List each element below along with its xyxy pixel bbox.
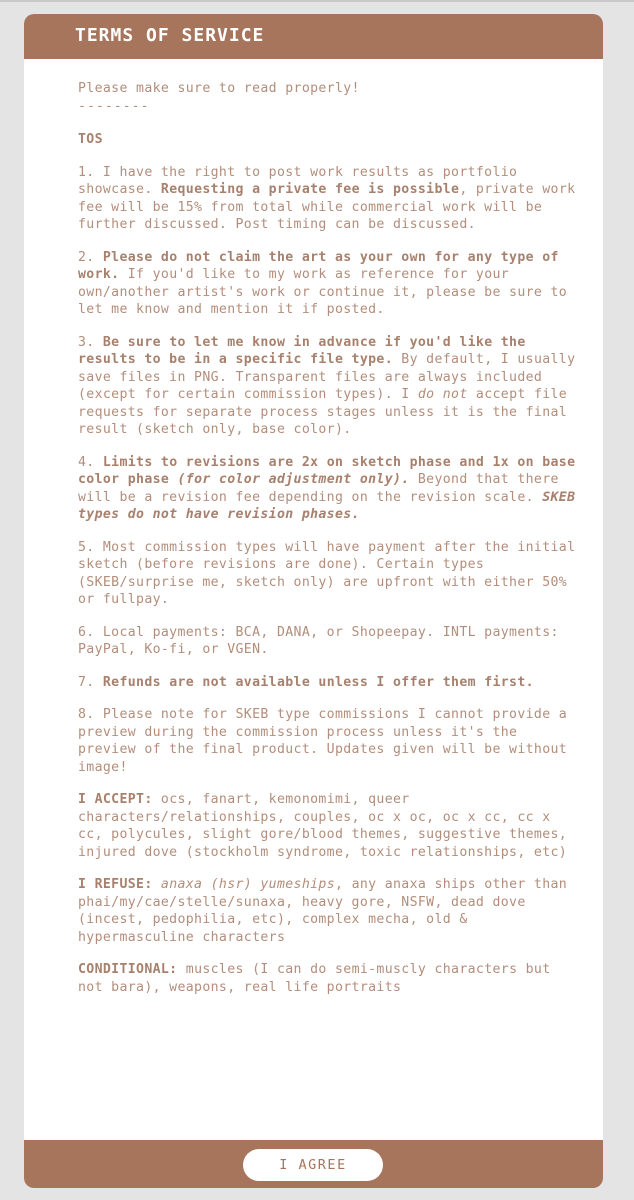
tos-item-3: 3. Be sure to let me know in advance if you'd like the results to be in a specific file type. By default, I usually save files in PNG. Transparent files are always included (except for certain commission types). I do not accept file requests for separate process stages unless it is the final result (sketch only, base color). [78, 334, 576, 437]
divider-text: -------- [78, 98, 150, 114]
tos-content [78, 80, 583, 1011]
conditional-list: CONDITIONAL: muscles (I can do semi-muscly characters but not bara), weapons, real life portraits [78, 962, 551, 995]
dialog-title: TERMS OF SERVICE [75, 25, 265, 46]
tos-heading: TOS [78, 132, 103, 147]
accept-list: I ACCEPT: ocs, fanart, kemonomimi, queer characters/relationships, couples, oc x oc, oc x cc, cc x cc, polycules, slight gore/blood themes, suggestive themes, injured dove (stockholm syndrome, toxic relationships, etc) [78, 792, 568, 860]
tos-item-7: 7. Refunds are not available unless I offer them first. [78, 674, 534, 690]
tos-item-5: 5. Most commission types will have payment after the initial sketch (before revisions are done). Certain types (SKEB/surprise me, sketch only) are upfront with either 50% or fullpay. [78, 539, 576, 607]
tos-item-8: 8. Please note for SKEB type commissions I cannot provide a preview during the commission process unless it's the preview of the final product. Updates given will be without image! [78, 707, 568, 775]
agree-button[interactable]: I AGREE [243, 1149, 383, 1181]
refuse-list: I REFUSE: anaxa (hsr) yumeships, any anaxa ships other than phai/my/cae/stelle/sunaxa, heavy gore, NSFW, dead dove (incest, pedophilia, etc), complex mecha, old & hypermasculine characters [78, 877, 568, 945]
tos-item-1: 1. I have the right to post work results as portfolio showcase. Requesting a private fee is possible, private work fee will be 15% from total while commercial work will be further discussed. Post timing can be discussed. [78, 164, 576, 232]
dialog-footer [24, 1140, 603, 1188]
tos-dialog [24, 14, 603, 1188]
intro-text: Please make sure to read properly! [78, 81, 360, 96]
tos-item-2: 2. Please do not claim the art as your own for any type of work. If you'd like to my work as reference for your own/another artist's work or continue it, please be sure to let me know and mention it if posted. [78, 249, 568, 317]
tos-item-6: 6. Local payments: BCA, DANA, or Shopeepay. INTL payments: PayPal, Ko-fi, or VGEN. [78, 624, 559, 657]
tos-item-4: 4. Limits to revisions are 2x on sketch phase and 1x on base color phase (for color adjustment only). Beyond that there will be a revision fee depending on the revision scale. SKEB types do not have revision phases. [78, 454, 576, 522]
dialog-header [24, 14, 603, 59]
top-border [0, 0, 634, 2]
